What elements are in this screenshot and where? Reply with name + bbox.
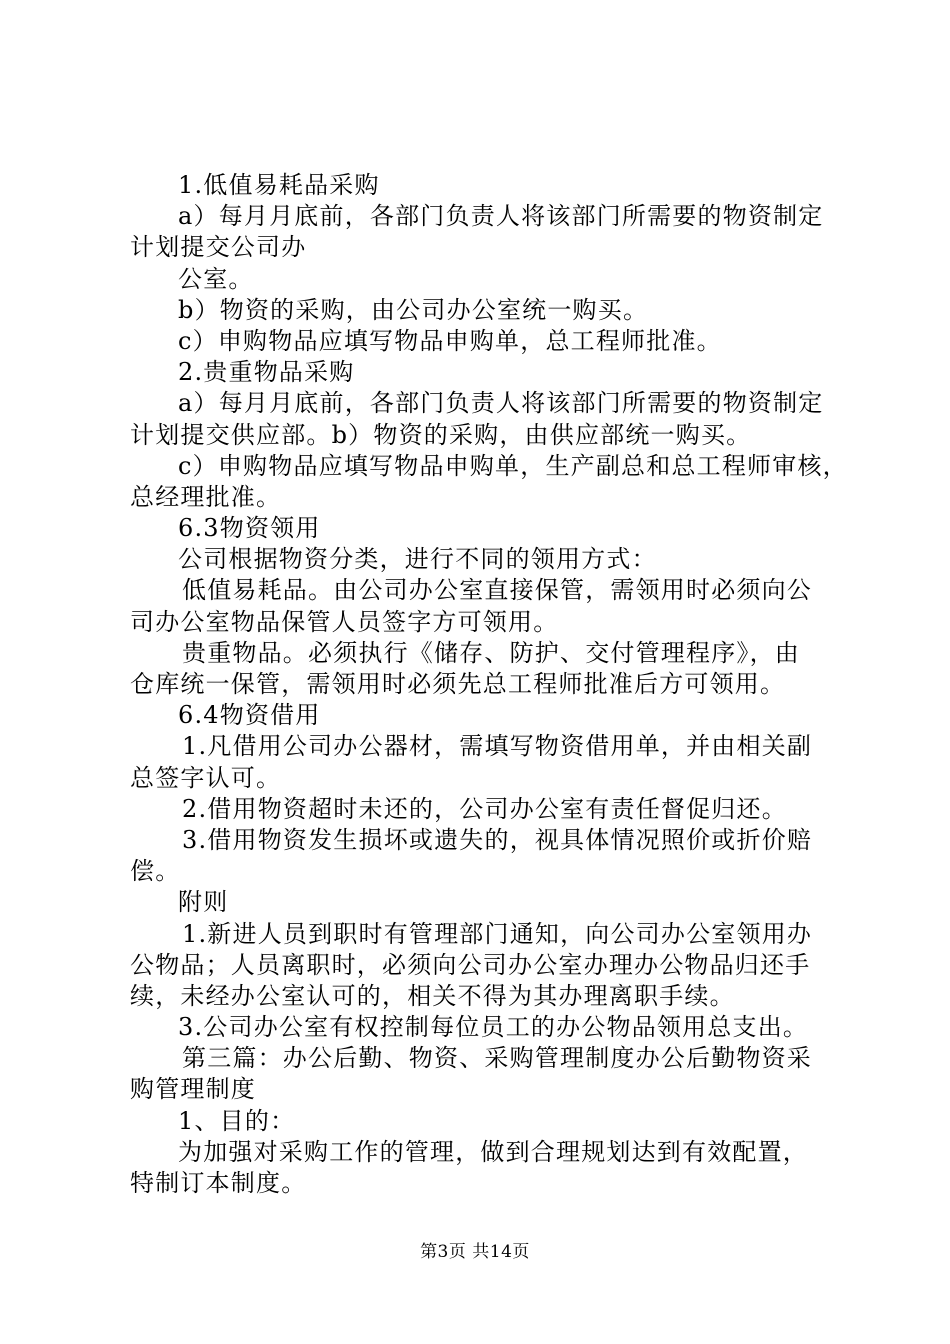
text-line: 为加强对采购工作的管理，做到合理规划达到有效配置， — [178, 1137, 808, 1166]
text-line: 2.借用物资超时未还的，公司办公室有责任督促归还。 — [182, 794, 787, 823]
text-line: 偿。 — [130, 857, 181, 886]
text-line: 计划提交公司办 — [130, 233, 307, 262]
text-line: a）每月月底前，各部门负责人将该部门所需要的物资制定 — [178, 389, 824, 418]
page-footer: 第3页 共14页 — [420, 1242, 530, 1262]
text-line: 3.借用物资发生损坏或遗失的，视具体情况照价或折价赔 — [182, 825, 813, 854]
text-line: 总经理批准。 — [130, 482, 282, 511]
document-body — [130, 170, 848, 1199]
text-line: 续，未经办公室认可的，相关不得为其办理离职手续。 — [130, 981, 735, 1010]
text-line: 2.贵重物品采购 — [178, 358, 355, 387]
text-line: 3.公司办公室有权控制每位员工的办公物品领用总支出。 — [178, 1013, 809, 1042]
text-line: 公司根据物资分类，进行不同的领用方式： — [178, 545, 657, 574]
text-line: c）申购物品应填写物品申购单，总工程师批准。 — [178, 326, 722, 355]
text-line: 1.低值易耗品采购 — [178, 171, 380, 199]
text-line: 1、目的： — [178, 1106, 296, 1135]
text-line: b）物资的采购，由公司办公室统一购买。 — [178, 295, 649, 324]
text-line: 1.凡借用公司办公器材，需填写物资借用单，并由相关副 — [182, 732, 813, 761]
text-line: 特制订本制度。 — [130, 1169, 307, 1197]
text-line: 1.新进人员到职时有管理部门通知，向公司办公室领用办 — [182, 919, 813, 948]
text-line: a）每月月底前，各部门负责人将该部门所需要的物资制定 — [178, 202, 824, 231]
text-line: 总签字认可。 — [130, 763, 282, 792]
text-line: c）申购物品应填写物品申购单，生产副总和总工程师审核， — [178, 451, 848, 480]
text-line: 计划提交供应部。b）物资的采购，由供应部统一购买。 — [130, 420, 752, 449]
text-line: 司办公室物品保管人员签字方可领用。 — [130, 607, 559, 636]
text-line: 第三篇：办公后勤、物资、采购管理制度办公后勤物资采 — [182, 1044, 812, 1073]
text-line: 6.3物资领用 — [178, 514, 321, 543]
text-line: 贵重物品。必须执行《储存、防护、交付管理程序》，由 — [182, 638, 800, 667]
text-line: 6.4物资借用 — [178, 701, 321, 730]
text-line: 附则 — [178, 888, 229, 917]
text-line: 公物品；人员离职时，必须向公司办公室办理办公物品归还手 — [130, 950, 811, 979]
text-line: 仓库统一保管，需领用时必须先总工程师批准后方可领用。 — [130, 670, 786, 698]
text-line: 低值易耗品。由公司办公室直接保管，需领用时必须向公 — [182, 576, 812, 605]
text-line: 公室。 — [178, 264, 254, 293]
text-line: 购管理制度 — [130, 1075, 256, 1104]
